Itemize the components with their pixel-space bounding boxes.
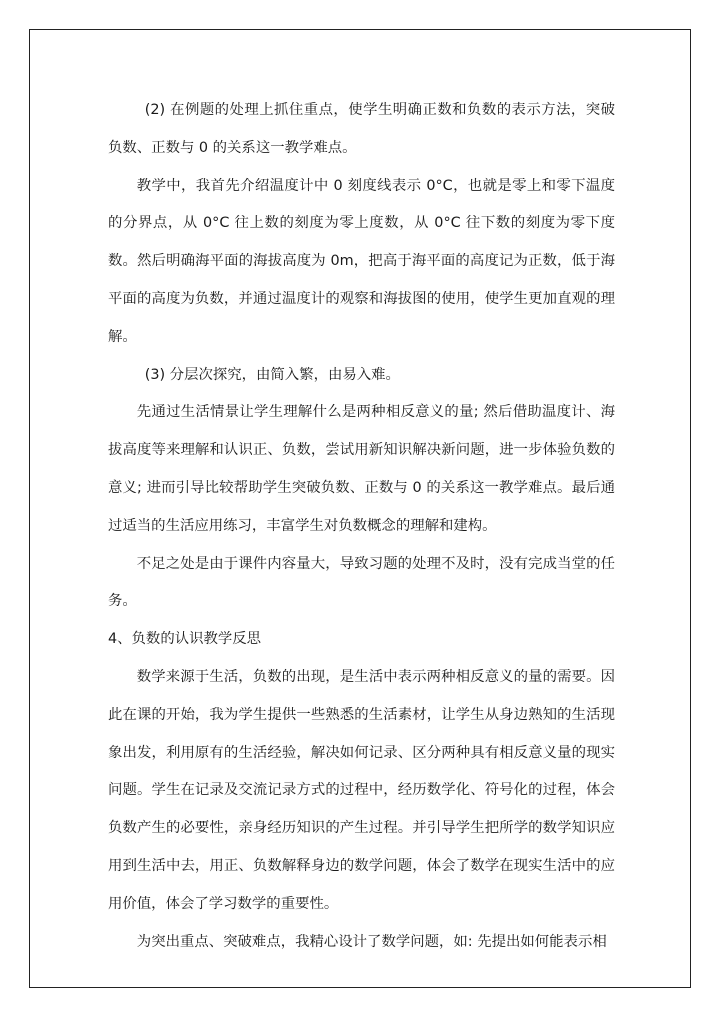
- paragraph-point-3: (3) 分层次探究，由简入繁，由易入难。: [144, 366, 400, 383]
- document-body: [108, 92, 615, 961]
- paragraph-reflection: 数学来源于生活，负数的出现，是生活中表示两种相反意义的量的需要。因此在课的开始，我为学生提供一些熟悉的生活素材，让学生从身边熟知的生活现象出发，利用原有的生活经验，解决如何记录、区分两种具有相反意义量的现实问题。学生在记录及交流记录方式的过程中，经历数学化、符号化的过程，体会负数产生的必要性，亲身经历知识的产生过程。并引导学生把所学的数学知识应用到生活中去，用正、负数解释身边的数学问题，体会了数学在现实生活中的应用价值，体会了学习数学的重要性。: [108, 668, 615, 912]
- paragraph-shortcoming: 不足之处是由于课件内容量大，导致习题的处理不及时，没有完成当堂的任务。: [108, 555, 615, 610]
- section-heading-4: 4、负数的认识教学反思: [108, 631, 262, 648]
- paragraph-point-2: (2) 在例题的处理上抓住重点，使学生明确正数和负数的表示方法，突破负数、正数与 0 的关系这一教学难点。: [108, 102, 615, 156]
- paragraph-design: 为突出重点、突破难点，我精心设计了数学问题，如: 先提出如何能表示相: [136, 933, 607, 950]
- paragraph-thermometer: 教学中，我首先介绍温度计中 0 刻度线表示 0°C，也就是零上和零下温度的分界点，从 0°C 往上数的刻度为零上度数，从 0°C 往下数的刻度为零下度数。然后明确海平面的海拔高度为 0m，把高于海平面的高度记为正数，低于海平面的高度为负数，并通过温度计的观察和海拔图的使用，使学生更加直观的理解。: [108, 177, 615, 345]
- paragraph-process: 先通过生活情景让学生理解什么是两种相反意义的量; 然后借助温度计、海拔高度等来理解和认识正、负数，尝试用新知识解决新问题，进一步体验负数的意义; 进而引导比较帮助学生突破负数、正数与 0 的关系这一教学难点。最后通过适当的生活应用练习，丰富学生对负数概念的理解和建构。: [108, 404, 615, 534]
